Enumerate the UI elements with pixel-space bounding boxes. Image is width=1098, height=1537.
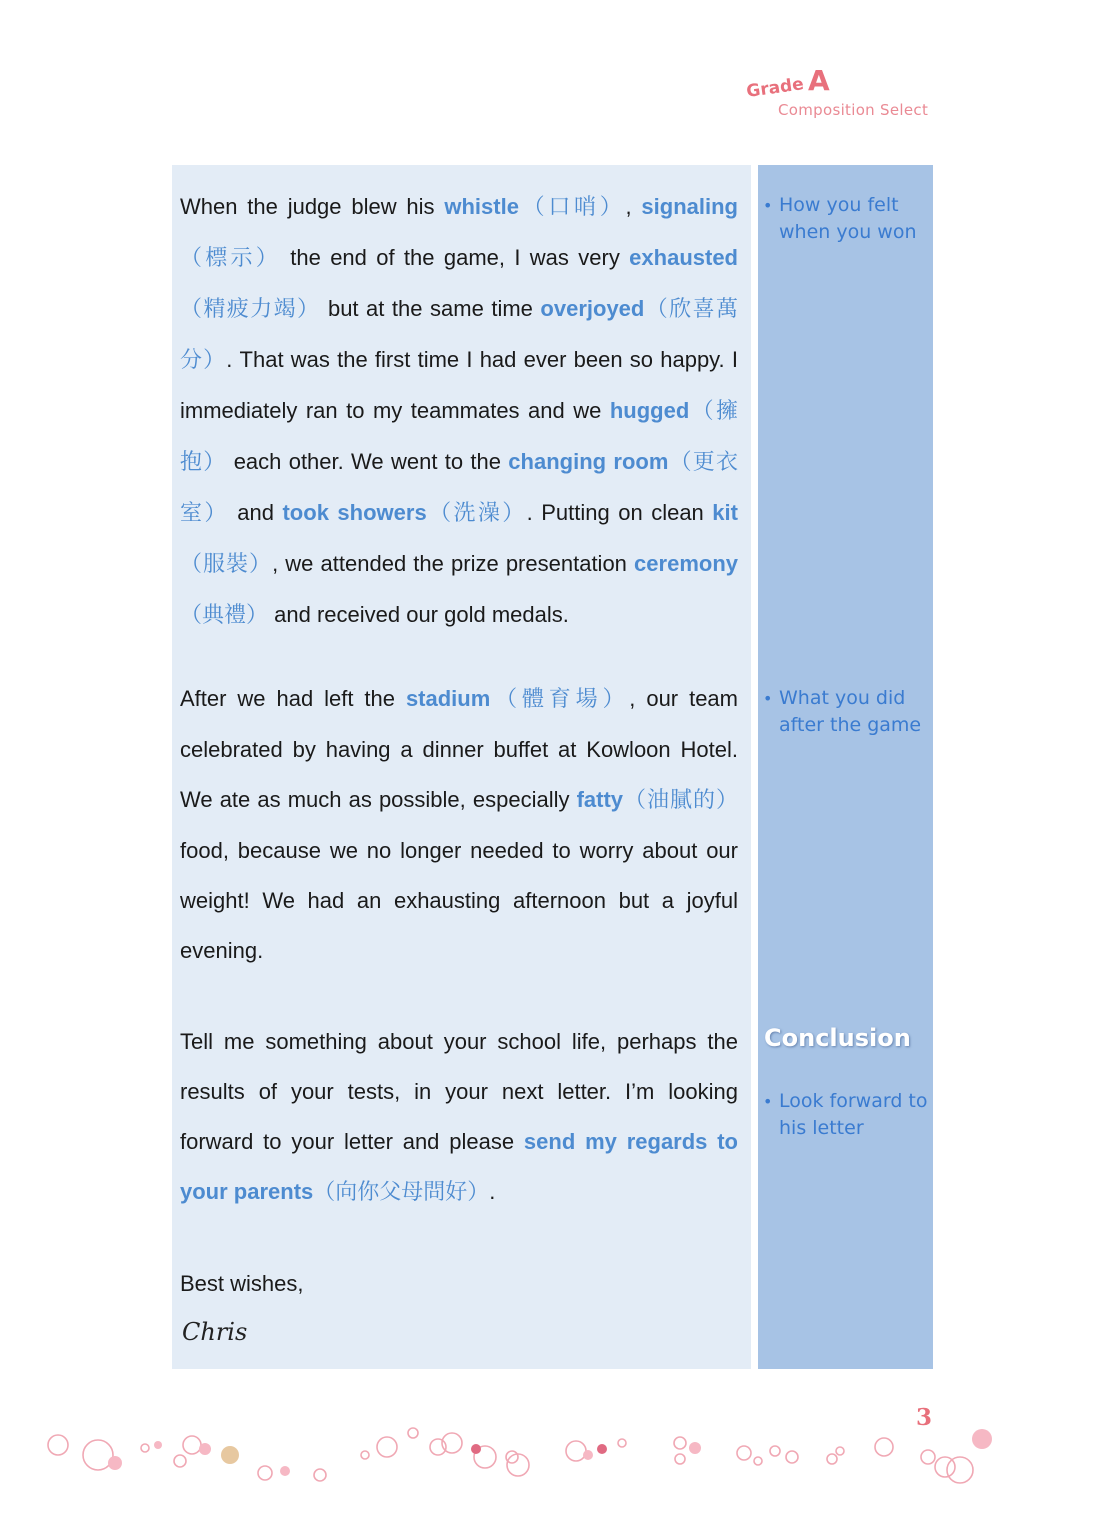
brand-subtitle: Composition Select [778, 101, 929, 119]
chinese-gloss: （精疲力竭） [180, 297, 321, 322]
body-text: Tell me something about your school life, perhaps the results of your tests, in your next letter. I’m looking forward to your letter and please [180, 1029, 738, 1154]
body-text: , our team celebrated by having a dinner buffet at Kowloon Hotel. We ate as much as possible, especially [180, 686, 738, 812]
closing-line: Best wishes, [180, 1271, 304, 1296]
body-text: When the judge blew his [180, 194, 445, 219]
vocab-term: stadium [405, 686, 491, 711]
chinese-gloss: （擁抱） [180, 399, 738, 475]
chinese-gloss: （油膩的） [623, 788, 738, 813]
chinese-gloss: （服裝） [180, 552, 273, 577]
vocab-term: send my regards to your parents [180, 1129, 738, 1204]
vocab-term: fatty [576, 787, 624, 812]
notes-panel [758, 165, 933, 1369]
paragraph-2 [180, 674, 738, 976]
body-text: . Putting on clean [526, 500, 713, 525]
chinese-gloss: （洗澡） [426, 501, 527, 526]
body-text: the end of the game, I was very [280, 245, 630, 270]
chinese-gloss: （體育場） [490, 687, 630, 712]
chinese-gloss: （口哨） [518, 195, 626, 220]
vocab-term: exhausted [629, 245, 738, 270]
note-after-game: • What you did after the game [779, 685, 929, 739]
note-look-forward: • Look forward to his letter [779, 1088, 929, 1142]
paragraph-3 [180, 1017, 738, 1218]
chinese-gloss: （欣喜萬分） [180, 297, 738, 373]
body-text: . [489, 1179, 496, 1204]
page-number: 3 [916, 1404, 933, 1431]
vocab-term: signaling [641, 194, 738, 219]
body-text: After we had left the [180, 686, 406, 711]
signature: Chris [182, 1318, 248, 1346]
brand-grade: Grade [745, 74, 805, 102]
vocab-term: ceremony [634, 551, 738, 576]
chinese-gloss: （更衣室） [180, 450, 738, 526]
body-text: and received our gold medals. [268, 602, 569, 627]
body-text: each other. We went to the [226, 449, 509, 474]
vocab-term: took showers [282, 500, 427, 525]
chinese-gloss: （標示） [180, 246, 281, 271]
note-feelings: • How you felt when you won [779, 192, 929, 246]
body-text: , [625, 194, 642, 219]
body-text: . That was the first time I had ever been so happy. I immediately ran to my teammates and we [180, 347, 738, 423]
body-text: but at the same time [320, 296, 541, 321]
body-text: and [228, 500, 283, 525]
brand-logo [746, 64, 946, 124]
bubble-decoration [0, 1415, 1098, 1505]
conclusion-heading: Conclusion [764, 1024, 911, 1052]
body-text: food, because we no longer needed to worry about our weight! We had an exhausting afternoon but a joyful evening. [180, 838, 738, 963]
vocab-term: whistle [444, 194, 519, 219]
vocab-term: changing room [508, 449, 669, 474]
vocab-term: overjoyed [540, 296, 645, 321]
chinese-gloss: （向你父母問好） [313, 1180, 490, 1205]
body-text: , we attended the prize presentation [272, 551, 635, 576]
brand-letter: A [808, 64, 830, 97]
vocab-term: kit [712, 500, 738, 525]
paragraph-1 [180, 182, 738, 641]
vocab-term: hugged [609, 398, 690, 423]
chinese-gloss: （典禮） [180, 603, 269, 628]
